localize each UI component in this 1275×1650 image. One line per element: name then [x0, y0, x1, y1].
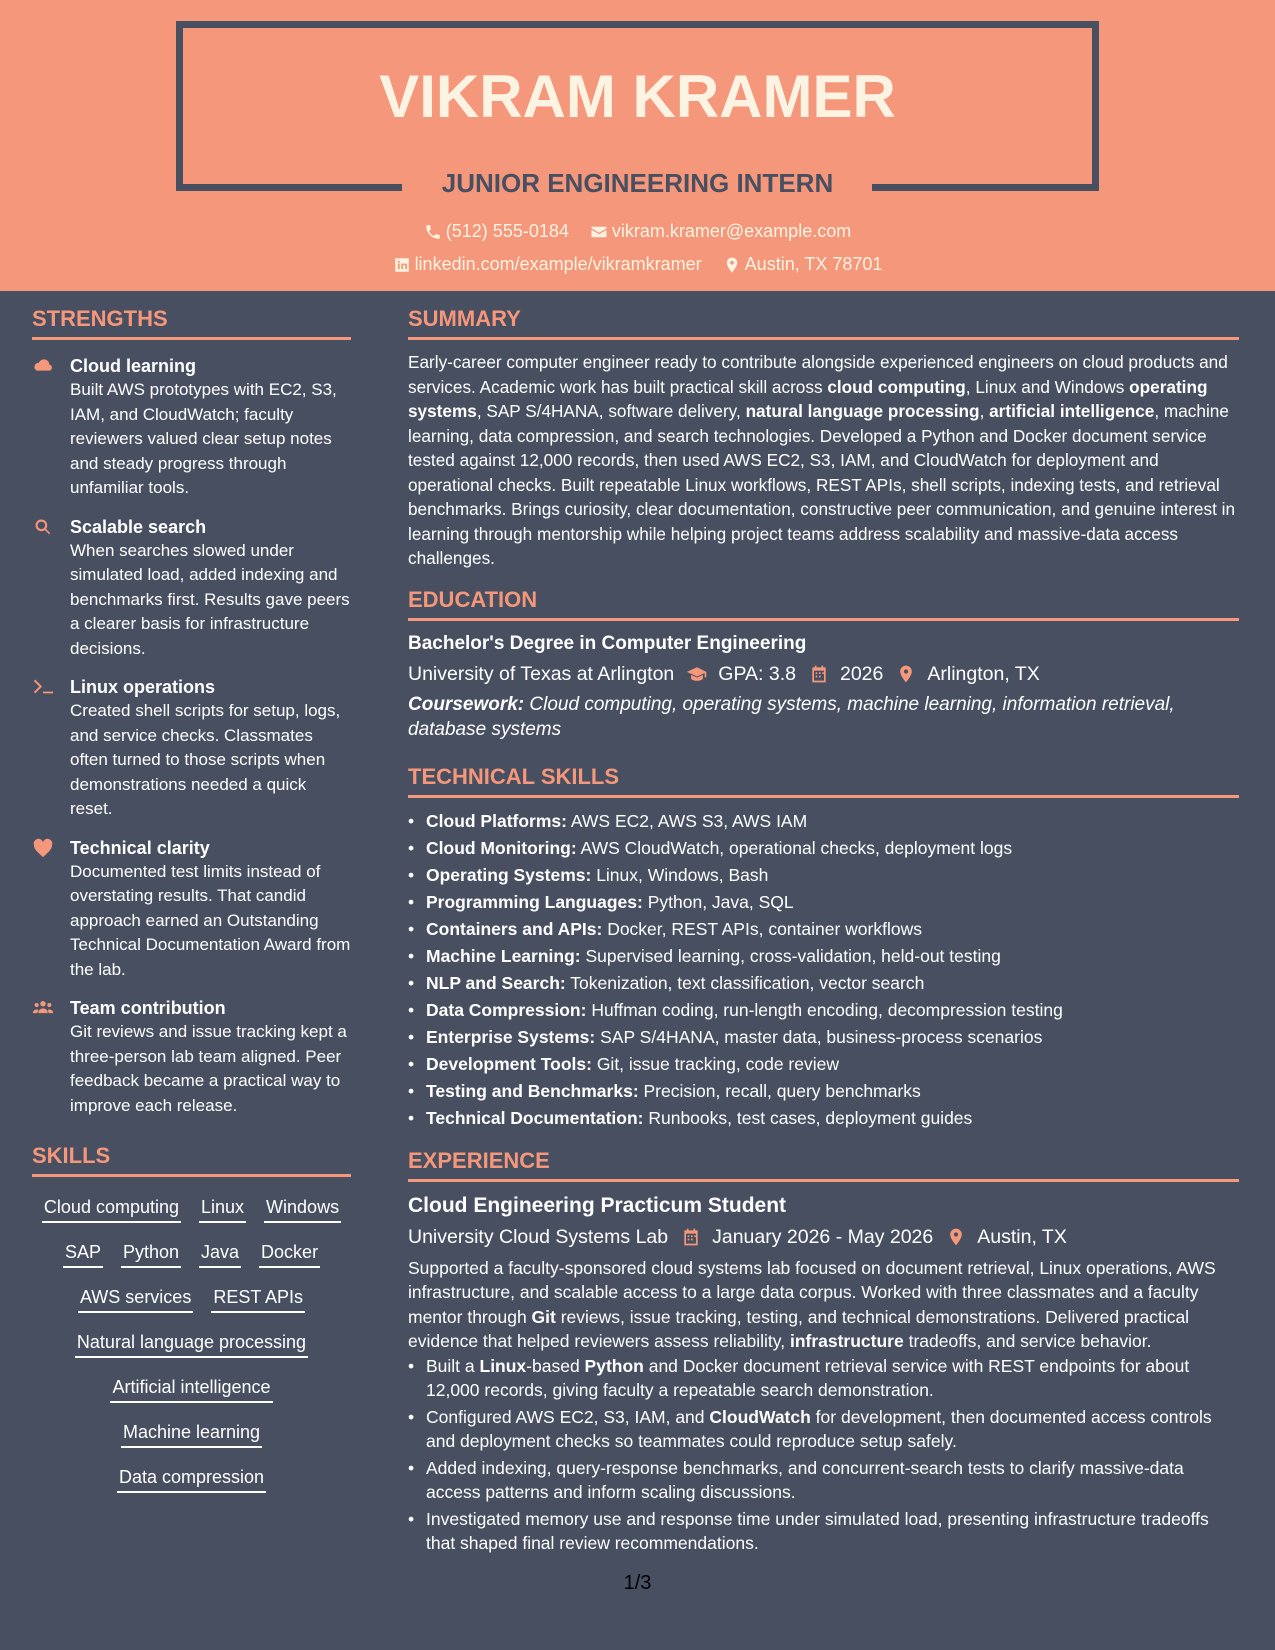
- list-item: [408, 970, 1239, 997]
- list-item: • Configured AWS EC2, S3, IAM, and CloudWatch for development, then documented access controls and deployment checks so teammates could reproduce setup safely.: [408, 1405, 1239, 1454]
- skill-label: Enterprise Systems:: [426, 1026, 596, 1047]
- coursework: [408, 692, 1239, 742]
- role-title: Cloud Engineering Practicum Student: [408, 1193, 787, 1217]
- strength-desc: Created shell scripts for setup, logs, and service checks. Classmates often turned to those scripts when demonstrations needed a quick reset.: [70, 701, 341, 818]
- skill-tag: Data compression: [117, 1466, 266, 1493]
- linkedin-contact[interactable]: [393, 254, 702, 275]
- list-item: [408, 808, 1239, 835]
- skill-label: Development Tools:: [426, 1053, 592, 1074]
- users-icon: [32, 998, 54, 1018]
- list-item: [408, 1051, 1239, 1078]
- list-item: [408, 862, 1239, 889]
- skill-label: Cloud Platforms:: [426, 810, 567, 831]
- resume-header: [0, 0, 1275, 291]
- strength-item: [32, 354, 351, 501]
- skill-tag: Python: [121, 1241, 181, 1268]
- technical-skills-list: [408, 808, 1239, 1132]
- degree-title: Bachelor's Degree in Computer Engineering: [408, 632, 807, 654]
- experience-dates: January 2026 - May 2026: [712, 1225, 934, 1248]
- education-location: Arlington, TX: [927, 662, 1040, 685]
- skill-tag: Artificial intelligence: [110, 1376, 272, 1403]
- skill-tag: Docker: [259, 1241, 320, 1268]
- heart-icon: [32, 838, 54, 858]
- list-item: [408, 916, 1239, 943]
- list-item: • Added indexing, query-response benchmarks, and concurrent-search tests to clarify massive-data access patterns and inform scaling discussions.: [408, 1456, 1239, 1505]
- strength-title: Scalable search: [70, 516, 207, 537]
- map-pin-icon: [723, 256, 741, 274]
- experience-heading: EXPERIENCE: [408, 1148, 1239, 1182]
- strength-item: [32, 996, 351, 1118]
- linkedin-icon: [393, 256, 411, 274]
- strength-title: Cloud learning: [70, 356, 196, 376]
- strength-title: Linux operations: [70, 677, 216, 697]
- skill-value: Runbooks, test cases, deployment guides: [643, 1107, 973, 1128]
- skill-value: Precision, recall, query benchmarks: [638, 1080, 921, 1101]
- education-heading: EDUCATION: [408, 587, 1239, 621]
- strength-desc: Documented test limits instead of overstating results. That candid approach earned an Outstanding Technical Documentation Award from the lab.: [70, 861, 351, 979]
- strength-item: [32, 836, 351, 983]
- calendar-icon: [680, 1227, 702, 1247]
- strength-item: [32, 675, 351, 822]
- skill-value: Tokenization, text classification, vector search: [565, 972, 925, 993]
- map-pin-icon: [945, 1227, 967, 1247]
- summary-text: Early-career computer engineer ready to contribute alongside experienced engineers on cloud products and services. Academic work has built practical skill across cloud computing, Linux and Windows operating systems, SAP S/4HANA, software delivery, natural language processing, artificial intelligence, machine learning, data compression, and search technologies. Developed a Python and Docker document service tested against 12,000 records, then used AWS EC2, S3, IAM, and CloudWatch for deployment and operational checks. Built repeatable Linux workflows, REST APIs, shell scripts, indexing tests, and retrieval benchmarks. Brings curiosity, clear documentation, constructive peer communication, and genuine interest in learning through mentorship while helping project teams address scalability and massive-data access challenges.: [408, 352, 1236, 568]
- skill-value: Linux, Windows, Bash: [591, 864, 769, 885]
- skill-tag: Natural language processing: [75, 1331, 308, 1358]
- skill-tag: SAP: [63, 1241, 103, 1268]
- skill-row: [32, 1412, 351, 1457]
- education-details: [408, 660, 1239, 688]
- skill-value: Python, Java, SQL: [642, 891, 794, 912]
- skill-tag: Windows: [264, 1196, 341, 1223]
- skill-label: Containers and APIs:: [426, 918, 603, 939]
- experience-details: [408, 1223, 1239, 1251]
- skill-value: AWS CloudWatch, operational checks, deployment logs: [576, 837, 1013, 858]
- skill-tag: Machine learning: [121, 1421, 262, 1448]
- list-item: [408, 1024, 1239, 1051]
- cloud-icon: [32, 356, 54, 376]
- list-item: [408, 943, 1239, 970]
- list-item: [408, 1105, 1239, 1132]
- terminal-icon: [32, 677, 54, 697]
- envelope-icon: [590, 223, 608, 241]
- map-pin-icon: [895, 664, 917, 684]
- skill-label: Testing and Benchmarks:: [426, 1080, 639, 1101]
- skill-label: Technical Documentation:: [426, 1107, 644, 1128]
- list-item: [408, 997, 1239, 1024]
- skill-label: Cloud Monitoring:: [426, 837, 577, 858]
- phone-icon: [424, 223, 442, 241]
- location-contact: [723, 254, 883, 275]
- strength-desc: Built AWS prototypes with EC2, S3, IAM, and CloudWatch; faculty reviewers valued clear setup notes and steady progress through unfamiliar tools.: [70, 380, 337, 497]
- skill-tag: REST APIs: [211, 1286, 305, 1313]
- coursework-label: Coursework:: [408, 693, 525, 715]
- skill-label: Programming Languages:: [426, 891, 643, 912]
- right-column: [408, 306, 1239, 1558]
- gpa: GPA: 3.8: [718, 662, 796, 685]
- list-item: • Built a Linux-based Python and Docker document retrieval service with REST endpoints for about 12,000 records, giving faculty a repeatable search demonstration.: [408, 1354, 1239, 1403]
- skill-value: Supervised learning, cross-validation, held-out testing: [580, 945, 1001, 966]
- linkedin-url[interactable]: linkedin.com/example/vikramkramer: [414, 254, 702, 274]
- experience-location: Austin, TX: [977, 1225, 1067, 1248]
- coursework-list: Cloud computing, operating systems, machine learning, information retrieval, database systems: [408, 693, 1175, 740]
- experience-bullets: [408, 1354, 1239, 1556]
- skill-value: SAP S/4HANA, master data, business-process scenarios: [595, 1026, 1043, 1047]
- skill-row: [32, 1322, 351, 1367]
- search-icon: [32, 517, 54, 537]
- contact-row-2: [0, 254, 1275, 279]
- skill-label: Machine Learning:: [426, 945, 581, 966]
- experience-description: Supported a faculty-sponsored cloud systems lab focused on document retrieval, Linux operations, AWS infrastructure, and scalable access to a large data corpus. Worked with three classmates and a faculty mentor through Git reviews, issue tracking, testing, and technical demonstrations. Delivered practical evidence that helped reviewers assess reliability, infrastructure tradeoffs, and service behavior.: [408, 1257, 1216, 1351]
- phone-number: (512) 555-0184: [445, 221, 569, 241]
- skill-tag: Java: [199, 1241, 241, 1268]
- email-address[interactable]: vikram.kramer@example.com: [611, 221, 852, 241]
- calendar-icon: [808, 664, 830, 684]
- strength-title: Team contribution: [70, 998, 226, 1018]
- skill-label: NLP and Search:: [426, 972, 566, 993]
- strength-title: Technical clarity: [70, 837, 210, 858]
- location-text: Austin, TX 78701: [744, 254, 883, 274]
- skill-row: [32, 1277, 351, 1322]
- strength-desc: When searches slowed under simulated load, added indexing and benchmarks first. Results gave peers a clearer basis for infrastructure decisions.: [70, 540, 350, 658]
- candidate-name: VIKRAM KRAMER: [379, 63, 896, 130]
- skill-value: Git, issue tracking, code review: [591, 1053, 839, 1074]
- list-item: [408, 1078, 1239, 1105]
- skills-tags: [32, 1187, 351, 1502]
- skill-label: Data Compression:: [426, 999, 587, 1020]
- job-title: JUNIOR ENGINEERING INTERN: [441, 168, 834, 198]
- page-number: 1/3: [623, 1572, 652, 1594]
- phone-contact: [424, 221, 569, 242]
- list-item: • Investigated memory use and response time under simulated load, presenting infrastructure tradeoffs that shaped final review recommendations.: [408, 1507, 1239, 1556]
- skill-value: AWS EC2, AWS S3, AWS IAM: [566, 810, 808, 831]
- skill-tag: Linux: [199, 1196, 246, 1223]
- skill-value: Docker, REST APIs, container workflows: [602, 918, 922, 939]
- skill-label: Operating Systems:: [426, 864, 592, 885]
- skill-tag: AWS services: [78, 1286, 193, 1313]
- graduation-cap-icon: [686, 664, 708, 684]
- list-item: [408, 835, 1239, 862]
- school-name: University of Texas at Arlington: [408, 662, 675, 685]
- summary-heading: SUMMARY: [408, 306, 1239, 340]
- skills-heading: SKILLS: [32, 1143, 351, 1177]
- skill-row: [32, 1232, 351, 1277]
- left-column: [32, 306, 351, 1502]
- graduation-year: 2026: [839, 662, 884, 685]
- skill-row: [32, 1187, 351, 1232]
- strength-item: [32, 515, 351, 662]
- technical-skills-heading: TECHNICAL SKILLS: [408, 764, 1239, 798]
- contact-row-1: [0, 221, 1275, 246]
- skill-value: Huffman coding, run-length encoding, decompression testing: [586, 999, 1063, 1020]
- organization-name: University Cloud Systems Lab: [408, 1225, 669, 1248]
- skill-row: [32, 1457, 351, 1502]
- skill-row: [32, 1367, 351, 1412]
- skill-tag: Cloud computing: [42, 1196, 181, 1223]
- strengths-heading: STRENGTHS: [32, 306, 351, 340]
- list-item: [408, 889, 1239, 916]
- email-contact[interactable]: [590, 221, 851, 242]
- strength-desc: Git reviews and issue tracking kept a three-person lab team aligned. Peer feedback became a practical way to improve each release.: [70, 1022, 347, 1115]
